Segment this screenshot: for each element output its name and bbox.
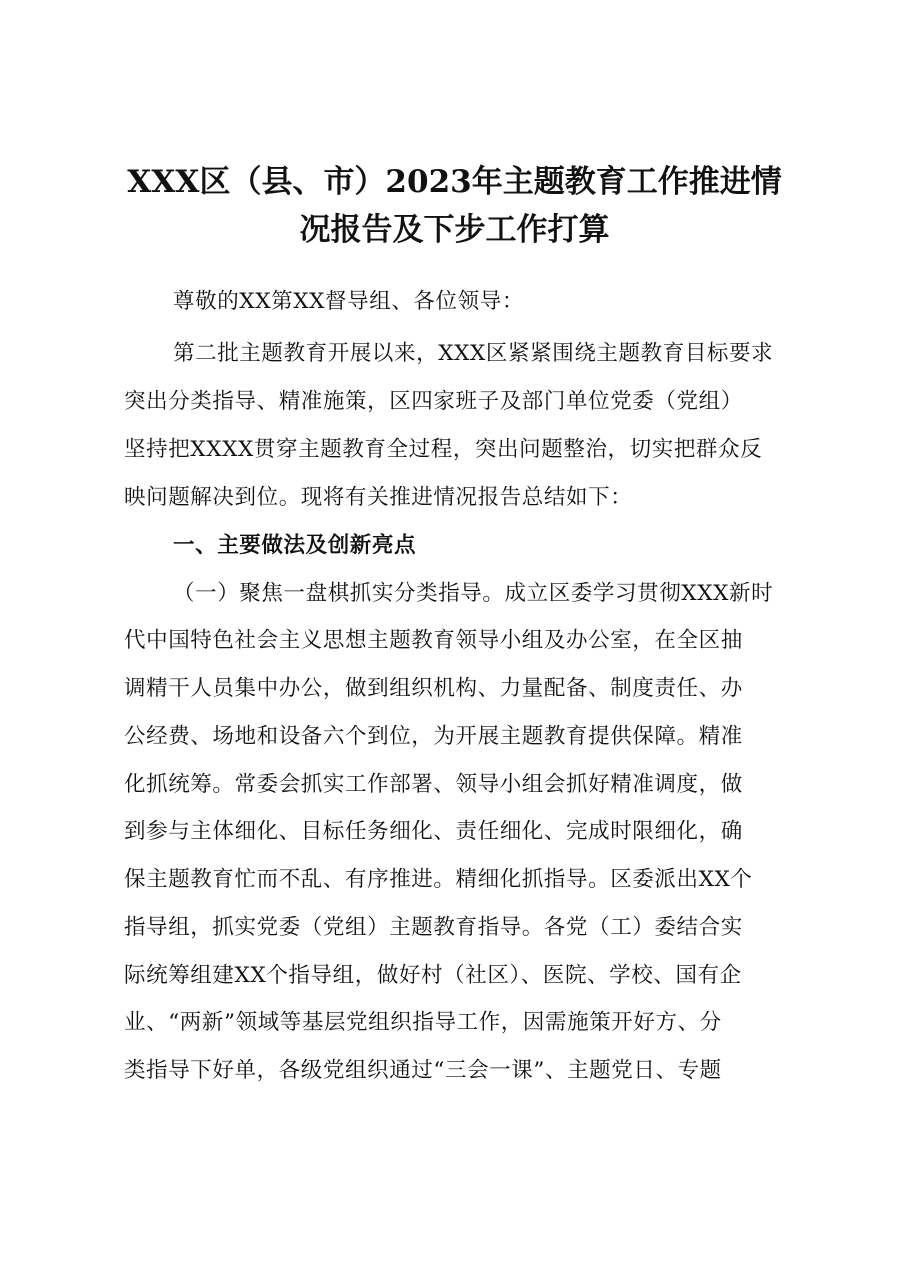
document-title-line-2: 况报告及下步工作打算	[299, 212, 610, 248]
document-title-line-1: XXX区（县、市）2023年主题教育工作推进情	[127, 164, 782, 200]
section-line: 指导组，抓实党委（党组）主题教育指导。各党（工）委结合实	[124, 915, 743, 940]
intro-line: 坚持把XXXX贯穿主题教育全过程，突出问题整治，切实把群众反	[124, 437, 763, 462]
section-line: 到参与主体细化、目标任务细化、责任细化、完成时限细化，确	[124, 819, 743, 844]
intro-line: 第二批主题教育开展以来，XXX区紧紧围绕主题教育目标要求	[173, 341, 774, 366]
section-line: 化抓统筹。常委会抓实工作部署、领导小组会抓好精准调度，做	[124, 772, 743, 797]
section-line: 调精干人员集中办公，做到组织机构、力量配备、制度责任、办	[124, 676, 743, 701]
section-heading: 一、主要做法及创新亮点	[173, 533, 417, 558]
section-line: 际统筹组建XX个指导组，做好村（社区）、医院、学校、国有企	[124, 963, 742, 988]
intro-line: 映问题解决到位。现将有关推进情况报告总结如下：	[124, 485, 633, 510]
section-line: （一）聚焦一盘棋抓实分类指导。成立区委学习贯彻XXX新时	[173, 581, 774, 606]
section-line: 公经费、场地和设备六个到位，为开展主题教育提供保障。精准	[124, 724, 743, 749]
intro-line: 突出分类指导、精准施策，区四家班子及部门单位党委（党组）	[124, 389, 743, 414]
section-line: 类指导下好单，各级党组织通过“三会一课”、主题党日、专题	[124, 1058, 722, 1083]
salutation: 尊敬的XX第XX督导组、各位领导：	[173, 289, 524, 314]
section-line: 代中国特色社会主义思想主题教育领导小组及办公室，在全区抽	[124, 628, 743, 653]
section-line: 保主题教育忙而不乱、有序推进。精细化抓指导。区委派出XX个	[124, 867, 753, 892]
section-line: 业、“两新”领域等基层党组织指导工作，因需施策开好方、分	[124, 1010, 722, 1035]
